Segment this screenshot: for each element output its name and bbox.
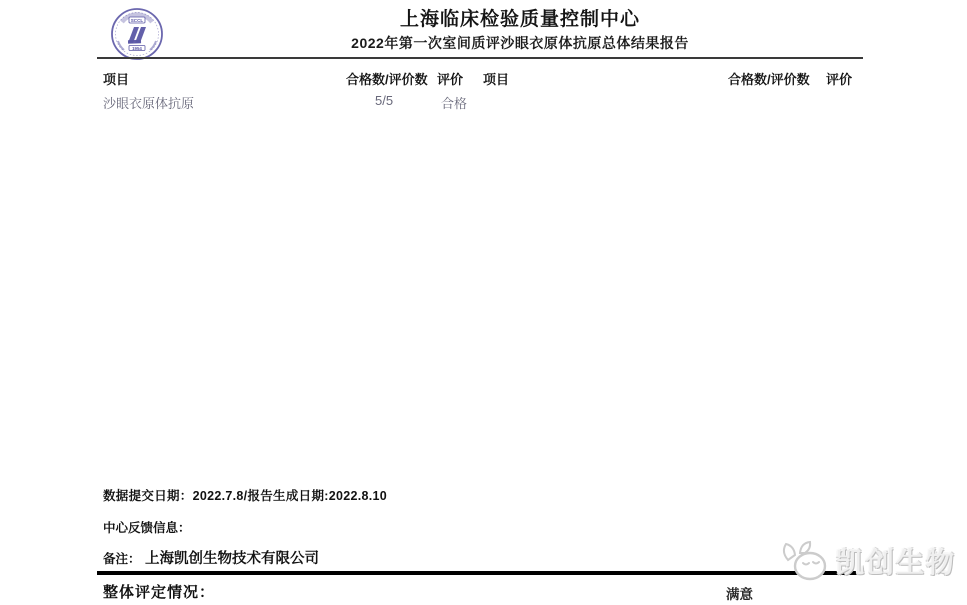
overall-evaluation-label: 整体评定情况：	[103, 584, 216, 601]
overall-evaluation-value: 满意	[726, 587, 753, 602]
col-header-eval-left: 评价	[437, 72, 464, 87]
cell-evaluation: 合格	[441, 96, 468, 111]
col-header-eval-right: 评价	[826, 72, 853, 87]
dates-line	[103, 486, 387, 504]
table-top-rule	[97, 57, 863, 59]
cell-pass-ratio: 5/5	[375, 93, 394, 108]
remark-company-name: 上海凯创生物技术有限公司	[144, 551, 319, 567]
page-title: 上海临床检验质量控制中心	[399, 9, 640, 30]
table-row	[0, 93, 967, 111]
table-header-row	[0, 69, 967, 87]
col-header-project-left: 项目	[103, 72, 130, 87]
cell-project-name: 沙眼衣原体抗原	[103, 96, 195, 111]
kaichuang-watermark	[780, 540, 956, 582]
page-subtitle: 2022年第一次室间质评沙眼衣原体抗原总体结果报告	[351, 35, 689, 51]
footer-thick-rule	[97, 571, 863, 575]
svg-text:SCCL: SCCL	[130, 18, 144, 23]
kaichuang-watermark-text: 凯创生物	[836, 547, 957, 578]
col-header-project-right: 项目	[483, 72, 510, 87]
svg-text:1954: 1954	[132, 45, 142, 51]
col-header-ratio-left: 合格数/评价数	[346, 72, 428, 87]
col-header-ratio-right: 合格数/评价数	[728, 72, 810, 87]
dates-label: 数据提交日期：	[103, 489, 193, 503]
remark-label: 备注：	[103, 552, 141, 566]
dates-value: 2022.7.8/报告生成日期:2022.8.10	[192, 489, 388, 503]
center-feedback-label: 中心反馈信息：	[103, 521, 191, 535]
remark-line	[103, 547, 319, 568]
kaichuang-logo-icon	[780, 540, 836, 582]
